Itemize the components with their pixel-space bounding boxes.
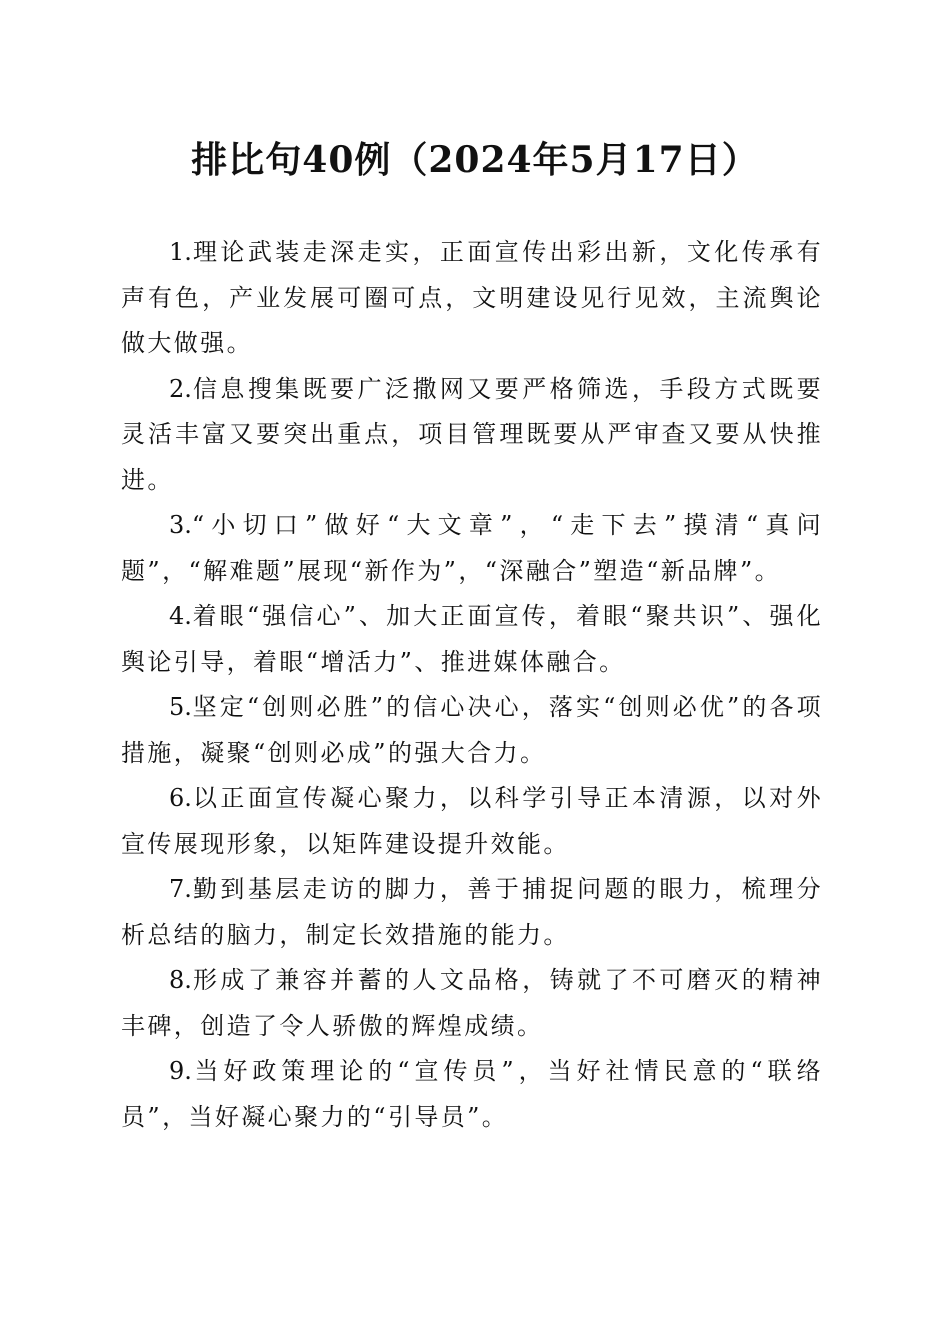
paragraph-1 [121, 230, 823, 367]
paragraph-text: 理论武装走深走实，正面宣传出彩出新，文化传承有声有色，产业发展可圈可点，文明建设见行见效，主流舆论做大做强。 [121, 238, 823, 357]
document-title: 排比句40例（2024年5月17日） [191, 139, 759, 181]
paragraph-4 [121, 594, 823, 685]
paragraph-text: 当好政策理论的“宣传员”，当好社情民意的“联络员”，当好凝心聚力的“引导员”。 [121, 1057, 823, 1131]
paragraph-number: 4. [169, 602, 192, 630]
paragraph-number: 1. [169, 238, 192, 266]
paragraph-number: 7. [169, 875, 192, 903]
paragraph-number: 2. [169, 374, 192, 403]
paragraph-number: 5. [169, 693, 192, 721]
paragraph-text: 以正面宣传凝心聚力，以科学引导正本清源，以对外宣传展现形象，以矩阵建设提升效能。 [121, 784, 823, 858]
paragraph-text: 坚定“创则必胜”的信心决心，落实“创则必优”的各项措施，凝聚“创则必成”的强大合力。 [121, 693, 823, 767]
paragraph-number: 9. [169, 1057, 192, 1085]
document-body [121, 230, 823, 1140]
paragraph-5 [121, 685, 823, 776]
paragraph-text: 勤到基层走访的脚力，善于捕捉问题的眼力，梳理分析总结的脑力，制定长效措施的能力。 [121, 875, 823, 949]
paragraph-2 [121, 367, 823, 504]
paragraph-number: 6. [169, 784, 192, 812]
paragraph-number: 3. [169, 511, 192, 539]
paragraph-number: 8. [169, 966, 192, 994]
paragraph-text: 形成了兼容并蓄的人文品格，铸就了不可磨灭的精神丰碑，创造了令人骄傲的辉煌成绩。 [121, 966, 823, 1040]
paragraph-6 [121, 776, 823, 867]
paragraph-text: 信息搜集既要广泛撒网又要严格筛选，手段方式既要灵活丰富又要突出重点，项目管理既要从严审查又要从快推进。 [121, 374, 823, 494]
paragraph-text: 着眼“强信心”、加大正面宣传，着眼“聚共识”、强化舆论引导，着眼“增活力”、推进媒体融合。 [121, 602, 823, 676]
paragraph-7 [121, 867, 823, 958]
paragraph-8 [121, 958, 823, 1049]
paragraph-text: “小切口”做好“大文章”，“走下去”摸清“真问题”，“解难题”展现“新作为”，“深融合”塑造“新品牌”。 [121, 511, 823, 585]
paragraph-3 [121, 503, 823, 594]
paragraph-9 [121, 1049, 823, 1140]
